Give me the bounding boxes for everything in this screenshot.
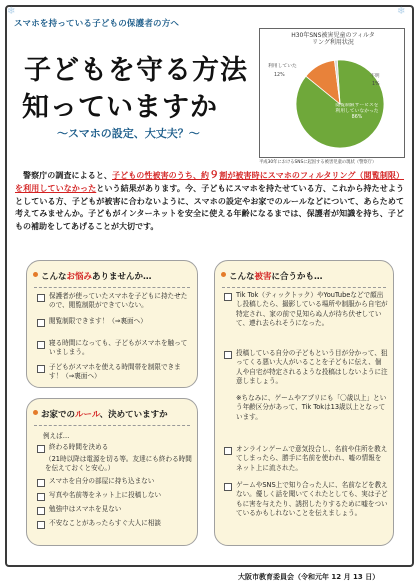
damages-card — [214, 260, 394, 546]
slice-label-used: 利用していた — [268, 64, 297, 69]
bullet-dot-icon — [33, 410, 38, 415]
damages-heading: こんな被害に合うかも… — [229, 272, 323, 282]
checkbox-icon — [37, 294, 45, 302]
dotted-divider — [34, 287, 190, 288]
dotted-divider — [222, 287, 386, 288]
slice-label-unknown: 不明 — [370, 74, 380, 79]
slice-label-main: 閲覧制限サービスを利用していなかった 86% — [335, 103, 379, 120]
checkbox-icon — [37, 365, 45, 373]
damage-item: Tik Tok（ティックトック）やYouTubeなどで顔出し投稿したら、撮影している場所や制服から自宅が特定され、家の前で見知らぬ人が待ち伏せしていて、連れ去られそうになった。 — [236, 291, 388, 328]
damage-item: オンラインゲームで意気投合し、名前や住所を教えてしまったら、勝手に名前を使われ、嘘の情報をネット上に流された。 — [236, 445, 388, 472]
checkbox-icon — [37, 479, 45, 487]
checkbox-icon — [37, 341, 45, 349]
worry-solution: 閲覧制限できます！（⇒裏面へ） — [49, 317, 147, 325]
worry-item: 寝る時間になっても、子どもがスマホを触っていましまう。 — [49, 339, 188, 357]
checkbox-icon — [37, 493, 45, 501]
rules-card — [26, 398, 198, 546]
title-line-2: 知っていますか — [22, 92, 218, 123]
rules-example-label: 例えば… — [43, 432, 70, 440]
rules-heading: お家でのルール、決めていますか — [41, 410, 168, 420]
rule-item: 不安なことがあったらすぐ大人に相談 — [49, 519, 162, 527]
slice-pct-unknown: 1% — [372, 82, 380, 87]
damage-note: ※ちなみに、ゲームやアプリにも「〇歳以上」という年齢区分があって、Tik Tokは13歳以上となっています。 — [236, 394, 387, 421]
footer-issuer: 大阪市教育委員会（令和元年 12 月 13 日） — [238, 573, 380, 581]
pie-svg — [260, 29, 406, 159]
rule-item: スマホを自分の部屋に持ち込まない — [49, 477, 155, 485]
intro-paragraph: 警察庁の調査によると、子どもの性被害のうち、約９割が被害時にスマホのフィルタリング（閲覧制限）を利用していなかったという結果があります。今、子どもにスマホを持たせている方、これから持たせようとしている方、子どもが被害に合わないように、スマホの設定やお家でのルールなどについて、あらためて考えてみませんか。子どもがインターネットを安全に使える年齢になるまでは、保護者が知識を持ち、子どもの補助をしてあげることが大切です。 — [15, 170, 405, 232]
kicker-text: スマホを持っている子どもの保護者の方へ — [14, 19, 180, 29]
damage-advice: 投稿している自分の子どもという目が分かって、狙ってくる悪い大人がいることを子どもに伝え、個人や自宅が特定されるような投稿はしないように注意しましょう。 — [236, 349, 388, 386]
checkbox-icon — [37, 507, 45, 515]
chart-title: H30年SNS被害児童のフィルタ リング利用状況 — [291, 32, 375, 46]
checkbox-icon — [224, 351, 232, 359]
title-line-1: 子どもを守る方法 — [24, 55, 248, 86]
rule-item: 勉強中はスマホを見ない — [49, 505, 122, 513]
worries-heading: こんなお悩みありませんか… — [41, 272, 152, 282]
damage-advice: ゲームやSNS上で知り合った人に、名前などを教えない。優しく話を聞いてくれたとしても、実は子どもに害を与えたり、誘拐したりするために嘘をついているかもしれないことを伝えましょう。 — [236, 481, 388, 518]
bullet-dot-icon — [33, 272, 38, 277]
chart-caption: 平成30年におけるSNSに起因する被害児童の現状（警察庁） — [259, 160, 377, 165]
checkbox-icon — [37, 445, 45, 453]
checkbox-icon — [37, 319, 45, 327]
dotted-divider — [34, 425, 190, 426]
checkbox-icon — [37, 521, 45, 529]
rule-item: 終わる時間を決める — [49, 443, 109, 451]
slice-pct-used: 12% — [274, 73, 285, 78]
checkbox-icon — [224, 447, 232, 455]
filtering-pie-chart — [259, 28, 405, 158]
bullet-dot-icon — [221, 272, 226, 277]
snowflake-icon: ❄ — [7, 6, 16, 17]
rule-item: 写真や名前等をネット上に投稿しない — [49, 491, 162, 499]
snowflake-icon: ❄ — [397, 6, 406, 17]
subtitle: ～スマホの設定、大丈夫？～ — [57, 127, 200, 140]
rule-note: （21時以降は電源を切る等。友達にも終わる時間を伝えておくと安心。） — [45, 455, 192, 473]
checkbox-icon — [224, 293, 232, 301]
worries-card — [26, 260, 198, 388]
checkbox-icon — [224, 483, 232, 491]
worry-item: 保護者が使っていたスマホを子どもに持たせたので、閲覧制限ができていない。 — [49, 292, 188, 310]
worry-solution: 子どもがスマホを使える時間帯を制限できます！（⇒裏面へ） — [49, 363, 181, 381]
